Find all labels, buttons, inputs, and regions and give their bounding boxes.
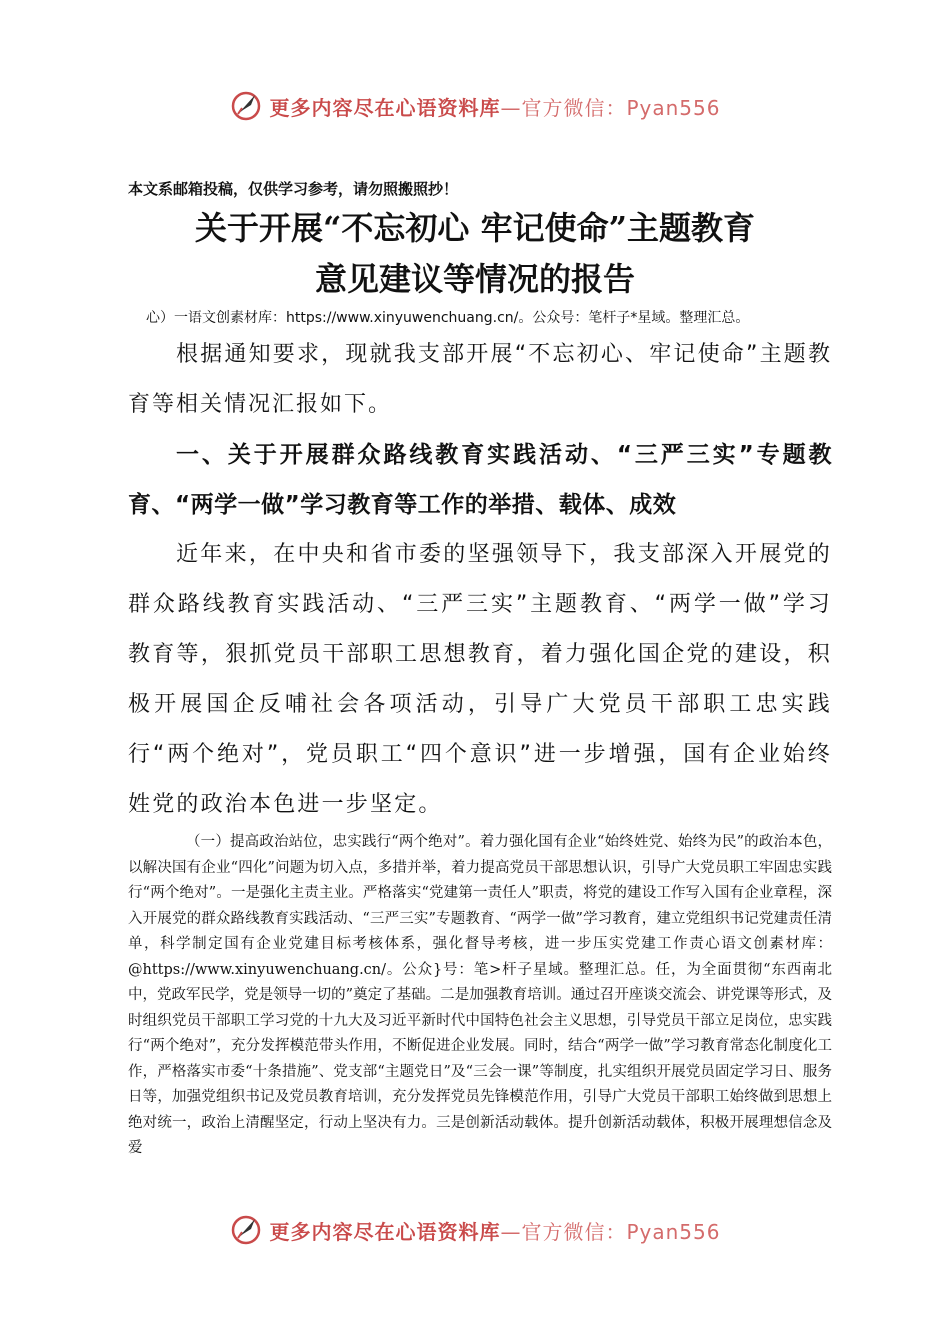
- body-paragraph-1: 近年来，在中央和省市委的坚强领导下，我支部深入开展党的群众路线教育实践活动、“三严三实”主题教育、“两学一做”学习教育等，狠抓党员干部职工思想教育，着力强化国企党的建设，积极开展国企反哺社会各项活动，引导广大党员干部职工忠实践行“两个绝对”，党员职工“四个意识”进一步增强，国有企业始终姓党的政治本色进一步坚定。: [128, 542, 832, 817]
- quill-logo-icon: [229, 1213, 263, 1247]
- source-line: 心）一语文创素材库：https://www.xinyuwenchuang.cn/。公众号：笔杆子*星域。整理汇总。: [146, 310, 750, 326]
- header-watermark-banner: [0, 86, 950, 126]
- body-paragraph-2: （一）提高政治站位，忠实践行“两个绝对”。着力强化国有企业“始终姓党、始终为民”的政治本色，以解决国有企业“四化”问题为切入点，多措并举，着力提高党员干部思想认识，引导广大党员职工牢固忠实践行“两个绝对”。一是强化主责主业。严格落实“党建第一责任人”职责，将党的建设工作写入国有企业章程，深入开展党的群众路线教育实践活动、“三严三实”专题教育、“两学一做”学习教育，建立党组织书记党建责任清单，科学制定国有企业党建目标考核体系，强化督导考核，进一步压实党建工作责心语文创素材库：@https://www.xinyuwenchuang.cn/。公众}号：笔>杆子星域。整理汇总。任，为全面贯彻“东西南北中，党政军民学，党是领导一切的”奠定了基础。二是加强教育培训。通过召开座谈交流会、讲党课等形式，及时组织党员干部职工学习党的十九大及习近平新时代中国特色社会主义思想，引导党员干部立足岗位，忠实践行“两个绝对”，充分发挥模范带头作用，不断促进企业发展。同时，结合“两学一做”学习教育常态化制度化工作，严格落实市委“十条措施”、党支部“主题党日”及“三会一课”等制度，扎实组织开展党员固定学习日、服务日等，加强党组织书记及党员教育培训，充分发挥党员先锋模范作用，引导广大党员干部职工始终做到思想上绝对统一，政治上清醒坚定，行动上坚决有力。三是创新活动载体。提升创新活动载体，积极开展理想信念及爱: [128, 834, 832, 1156]
- intro-paragraph: 根据通知要求，现就我支部开展“不忘初心、牢记使命”主题教育等相关情况汇报如下。: [128, 342, 832, 417]
- footer-watermark-banner: [0, 1210, 950, 1250]
- submission-notice: 本文系邮箱投稿，仅供学习参考，请勿照搬照抄！: [128, 180, 459, 198]
- document-title-line-2: 意见建议等情况的报告: [314, 260, 635, 298]
- banner-text: 更多内容尽在心语资料库—官方微信：Pyan556: [269, 95, 721, 120]
- document-title-line-1: 关于开展“不忘初心 牢记使命”主题教育: [195, 209, 755, 247]
- banner-text: 更多内容尽在心语资料库—官方微信：Pyan556: [269, 1219, 721, 1244]
- quill-logo-icon: [229, 89, 263, 123]
- section-heading-1: 一、关于开展群众路线教育实践活动、“三严三实”专题教育、“两学一做”学习教育等工作的举措、载体、成效: [128, 442, 832, 518]
